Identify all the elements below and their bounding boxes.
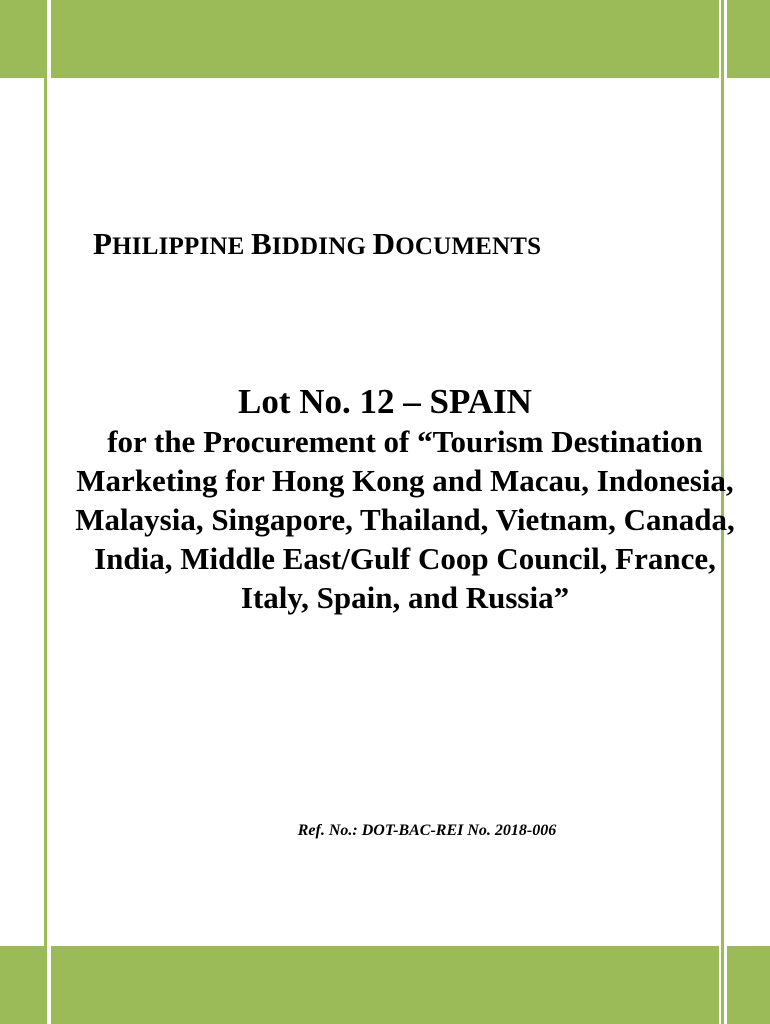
- heading-rest-1: HILIPPINE: [112, 233, 251, 260]
- reference-number: Ref. No.: DOT-BAC-REI No. 2018-006: [297, 822, 557, 839]
- top-band: [51, 0, 719, 78]
- bottom-band: [51, 946, 719, 1024]
- bottom-band-right: [727, 946, 770, 1024]
- lot-title: Lot No. 12 – SPAIN: [238, 382, 532, 421]
- procurement-subtitle: for the Procurement of “Tourism Destination Marketing for Hong Kong and Macau, Indonesia, Malaysia, Singapore, Thailand, Vietnam, Canada, India, Middle East/Gulf Coop Council, France, Italy, Spain, and Russia”: [75, 424, 735, 615]
- heading-rest-2: IDDING: [271, 233, 373, 260]
- top-band-left: [0, 0, 44, 78]
- document-heading: [93, 226, 713, 262]
- heading-cap-3: D: [372, 226, 396, 261]
- top-band-right: [727, 0, 770, 78]
- heading-cap-2: B: [250, 226, 272, 261]
- heading-rest-3: OCUMENTS: [395, 233, 542, 260]
- heading-cap-1: P: [93, 226, 113, 261]
- bottom-band-left: [0, 946, 44, 1024]
- left-border-line: [44, 0, 47, 1024]
